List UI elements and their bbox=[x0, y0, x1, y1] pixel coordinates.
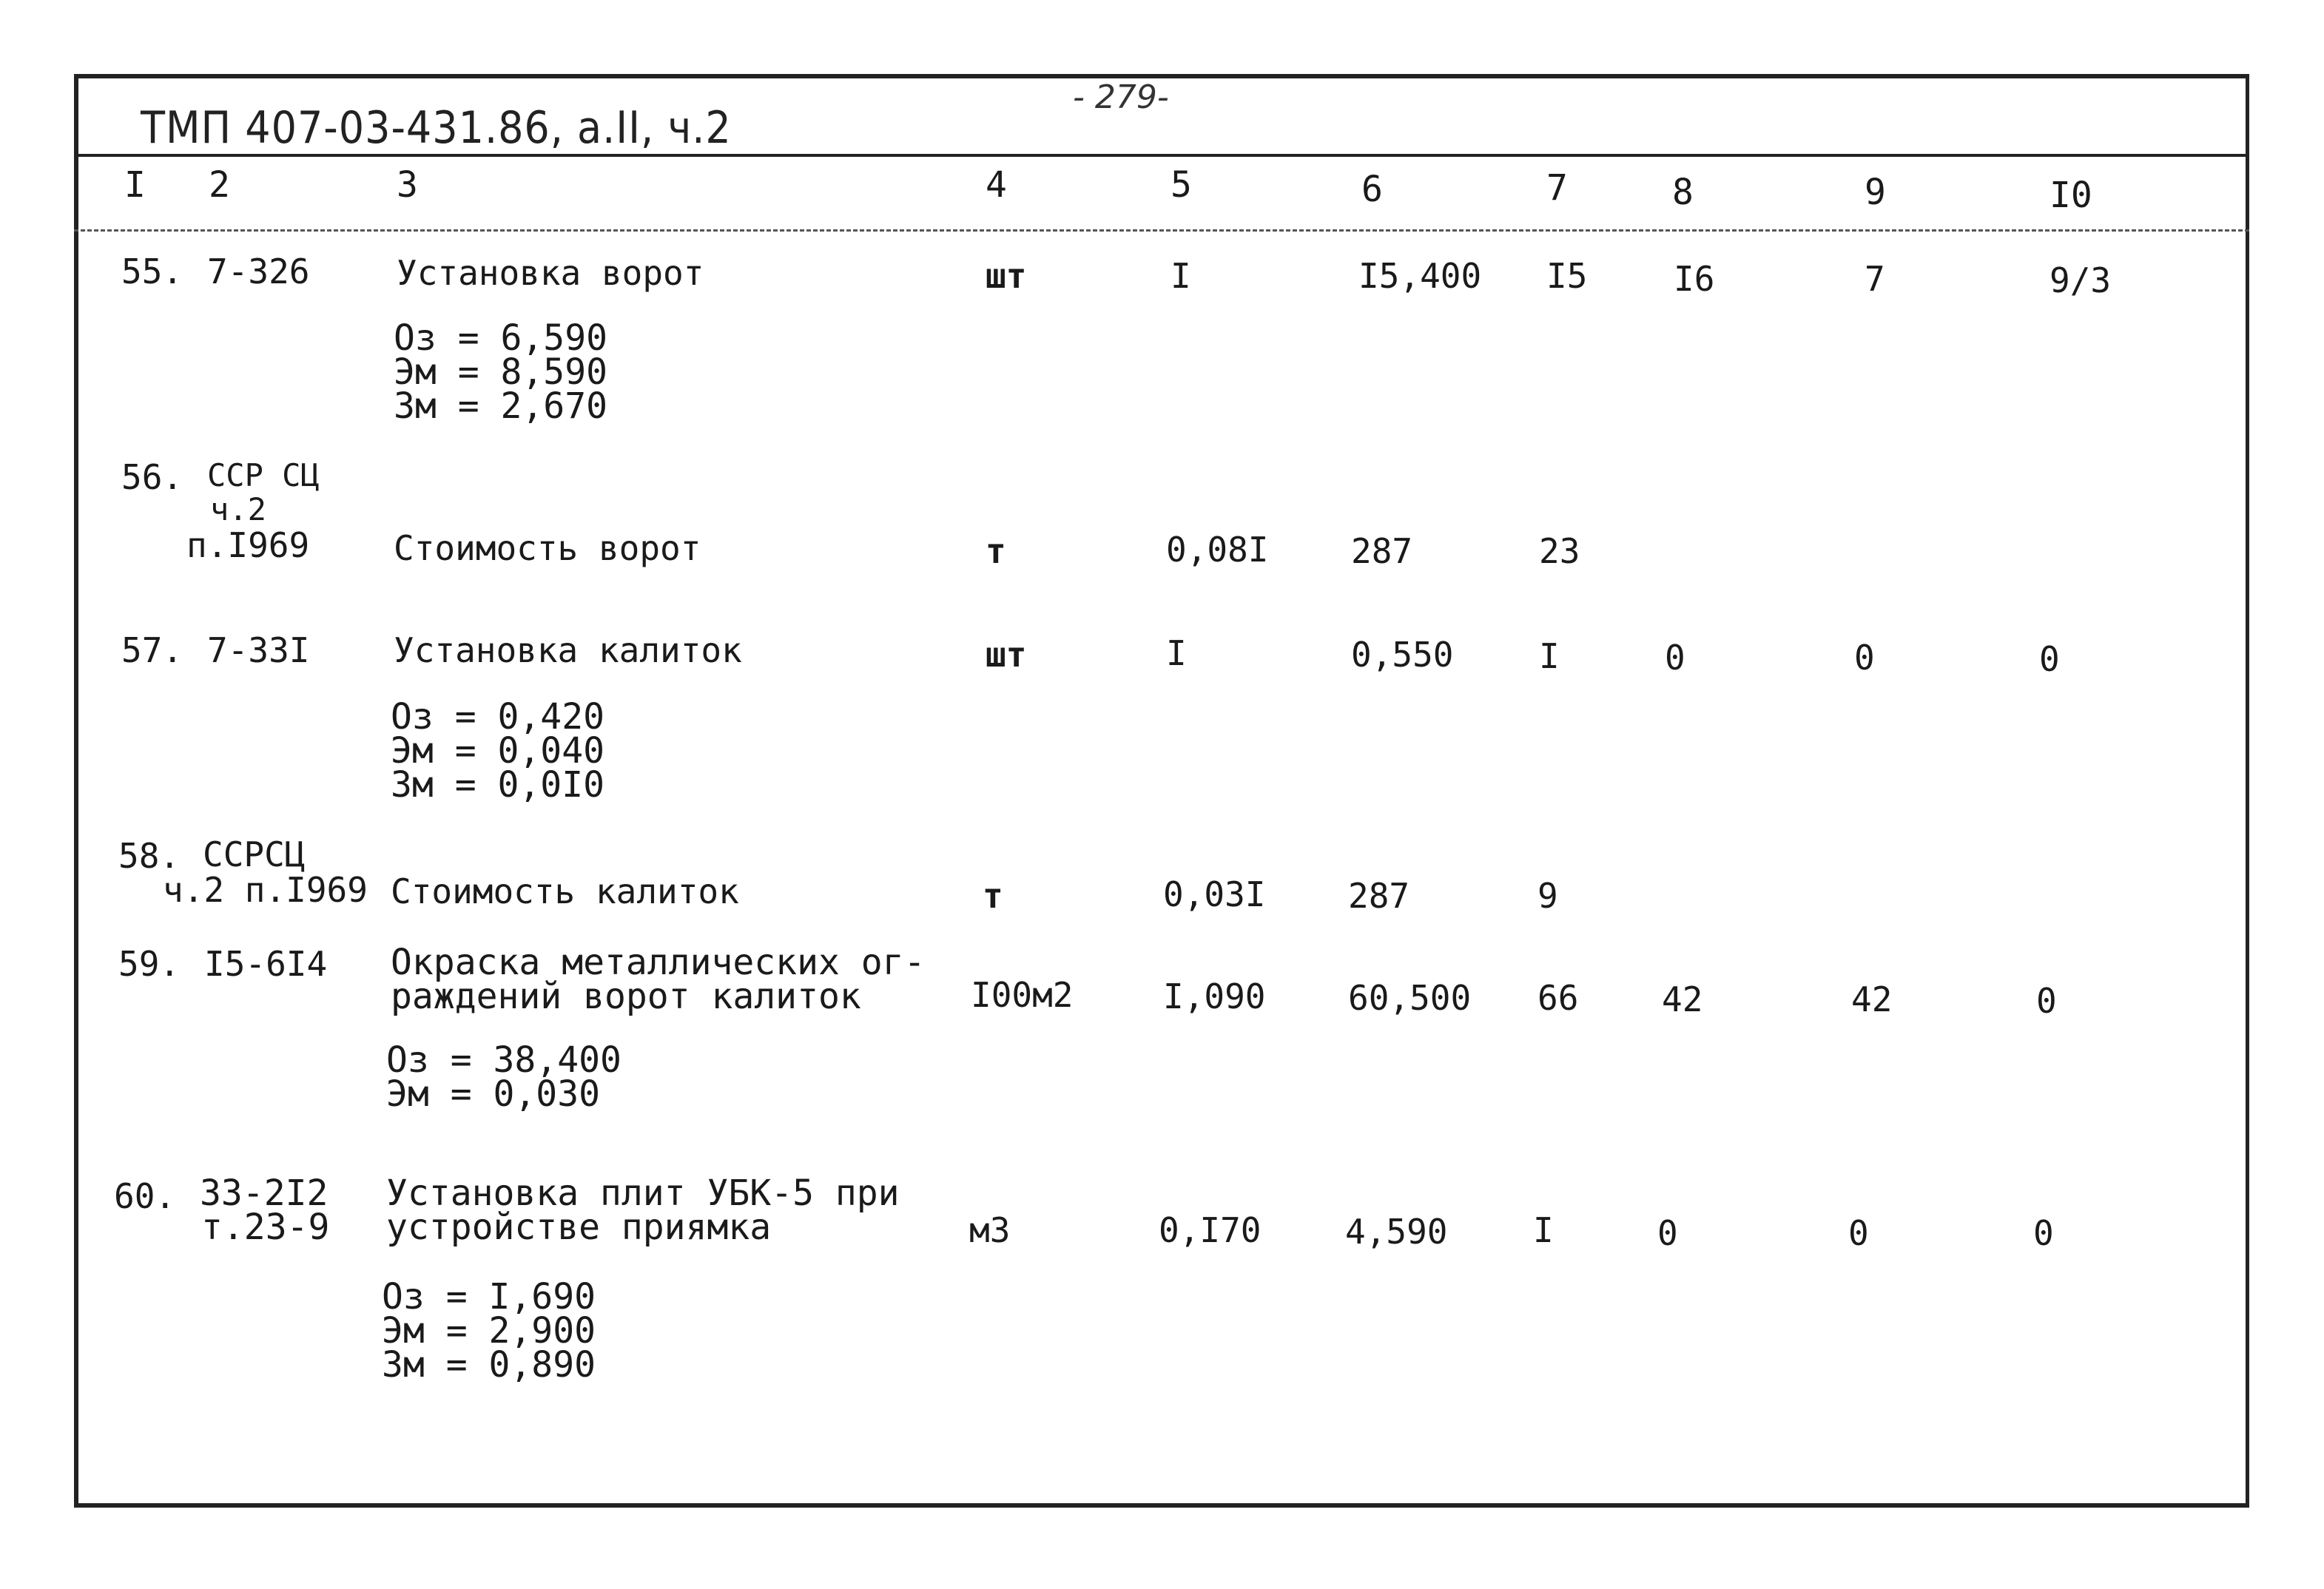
row-code: 33-2I2 т.23-9 bbox=[200, 1173, 330, 1248]
row-number: 58. bbox=[118, 836, 181, 876]
row-col9: 0 bbox=[1854, 638, 1875, 678]
row-price: 4,590 bbox=[1345, 1212, 1448, 1252]
row-col10: 0 bbox=[2039, 639, 2060, 679]
document-code: ТМП 407-03-431.86, а.II, ч.2 bbox=[141, 102, 732, 154]
header-rule bbox=[74, 154, 2249, 157]
row-price: 287 bbox=[1351, 531, 1413, 571]
row-name: Окраска металлических ог- раждений ворот калиток bbox=[391, 942, 926, 1017]
row-number: 57. bbox=[121, 630, 183, 670]
row-col8: 42 bbox=[1662, 979, 1703, 1019]
row-unit: м3 bbox=[969, 1210, 1011, 1250]
row-unit: I00м2 bbox=[971, 975, 1074, 1015]
row-code: ССРСЦ bbox=[203, 834, 306, 874]
row-col8: 0 bbox=[1657, 1213, 1678, 1253]
row-col7: I bbox=[1539, 636, 1560, 676]
row-unit: т bbox=[983, 876, 1003, 916]
row-price: 0,550 bbox=[1351, 635, 1454, 675]
row-col7: I5 bbox=[1546, 256, 1588, 296]
col-header-10: I0 bbox=[2050, 175, 2092, 216]
col-header-4: 4 bbox=[986, 164, 1007, 206]
row-col7: 66 bbox=[1537, 978, 1579, 1018]
row-price: 60,500 bbox=[1348, 978, 1472, 1018]
row-col7: 9 bbox=[1537, 876, 1558, 916]
col-header-1: I bbox=[124, 164, 146, 206]
col-header-2: 2 bbox=[209, 164, 230, 206]
row-price: 287 bbox=[1348, 876, 1410, 916]
row-col10: 9/3 bbox=[2050, 260, 2112, 300]
col-header-7: 7 bbox=[1546, 167, 1568, 209]
col-header-6: 6 bbox=[1361, 169, 1383, 210]
row-coefficients: Оз = I,690 Эм = 2,900 Зм = 0,890 bbox=[382, 1276, 596, 1386]
row-quantity: 0,08I bbox=[1166, 530, 1269, 570]
row-quantity: 0,I70 bbox=[1159, 1210, 1262, 1250]
row-col9: 7 bbox=[1865, 259, 1885, 299]
column-header-rule bbox=[74, 229, 2249, 232]
row-name: Стоимость калиток bbox=[391, 871, 739, 911]
row-col9: 0 bbox=[1848, 1213, 1869, 1253]
row-name: Установка калиток bbox=[394, 630, 742, 670]
row-number: 59. bbox=[118, 944, 181, 984]
row-coefficients: Оз = 38,400 Эм = 0,030 bbox=[386, 1039, 622, 1115]
row-unit: шт bbox=[986, 635, 1027, 675]
row-col8: 0 bbox=[1665, 638, 1685, 678]
row-coefficients: Оз = 0,420 Эм = 0,040 Зм = 0,0I0 bbox=[391, 696, 604, 806]
row-code: 7-326 bbox=[207, 252, 310, 291]
row-name: Установка ворот bbox=[397, 253, 704, 293]
row-code-ref: ч.2 п.I969 bbox=[163, 870, 368, 910]
row-name: Стоимость ворот bbox=[394, 528, 701, 568]
row-unit: т bbox=[986, 531, 1006, 571]
col-header-9: 9 bbox=[1865, 172, 1886, 213]
row-unit: шт bbox=[986, 256, 1027, 296]
row-col10: 0 bbox=[2036, 981, 2057, 1021]
col-header-8: 8 bbox=[1672, 172, 1694, 213]
row-code-ref: п.I969 bbox=[186, 525, 310, 565]
row-col7: 23 bbox=[1539, 531, 1580, 571]
row-code: ССР СЦ ч.2 bbox=[207, 457, 320, 527]
row-quantity: 0,03I bbox=[1163, 874, 1266, 914]
row-col8: I6 bbox=[1674, 259, 1715, 299]
row-col7: I bbox=[1533, 1210, 1554, 1250]
row-number: 55. bbox=[121, 252, 183, 291]
row-name: Установка плит УБК-5 при устройстве приямка bbox=[386, 1173, 900, 1248]
row-coefficients: Оз = 6,590 Эм = 8,590 Зм = 2,670 bbox=[394, 317, 607, 427]
col-header-3: 3 bbox=[397, 164, 418, 206]
row-code: 7-33I bbox=[207, 630, 310, 670]
row-price: I5,400 bbox=[1358, 256, 1482, 296]
row-col10: 0 bbox=[2033, 1213, 2054, 1253]
row-quantity: I bbox=[1171, 256, 1191, 296]
page-number: - 279- bbox=[1073, 78, 1169, 116]
row-col9: 42 bbox=[1851, 979, 1893, 1019]
row-number: 60. bbox=[114, 1176, 176, 1216]
row-quantity: I bbox=[1166, 633, 1187, 673]
row-code: I5-6I4 bbox=[204, 944, 328, 984]
col-header-5: 5 bbox=[1171, 164, 1192, 206]
row-quantity: I,090 bbox=[1163, 976, 1266, 1016]
row-number: 56. bbox=[121, 457, 183, 497]
